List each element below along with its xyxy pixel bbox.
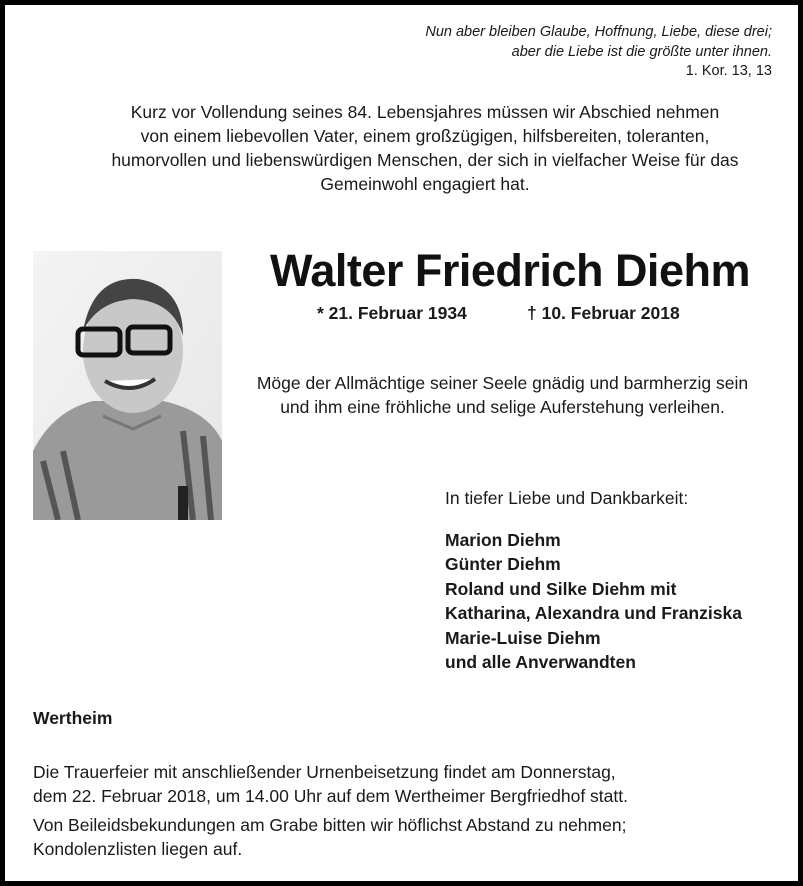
mourner: Katharina, Alexandra und Franziska bbox=[445, 603, 742, 624]
condolence-line: Von Beileidsbekundungen am Grabe bitten wir höflichst Abstand zu nehmen; bbox=[33, 815, 627, 835]
bible-quote bbox=[425, 23, 772, 82]
town: Wertheim bbox=[33, 708, 113, 728]
mourner: Günter Diehm bbox=[445, 554, 561, 575]
ceremony-line: dem 22. Februar 2018, um 14.00 Uhr auf dem Wertheimer Bergfriedhof statt. bbox=[33, 786, 628, 806]
intro-line: Gemeinwohl engagiert hat. bbox=[320, 174, 530, 194]
mourner: und alle Anverwandten bbox=[445, 652, 636, 673]
mourners-list bbox=[445, 528, 742, 674]
mourner: Marie-Luise Diehm bbox=[445, 627, 601, 648]
deceased-name: Walter Friedrich Diehm bbox=[270, 245, 750, 296]
intro-text bbox=[35, 100, 803, 196]
obituary-notice bbox=[5, 5, 798, 881]
funeral-info bbox=[33, 760, 628, 861]
intro-line: humorvollen und liebenswürdigen Menschen, der sich in vielfacher Weise für das bbox=[111, 150, 739, 170]
intro-line: von einem liebevollen Vater, einem großzügigen, hilfsbereiten, toleranten, bbox=[140, 126, 710, 146]
condolence-line: Kondolenzlisten liegen auf. bbox=[33, 839, 243, 859]
quote-line: Nun aber bleiben Glaube, Hoffnung, Liebe, diese drei; bbox=[425, 24, 772, 40]
prayer-text bbox=[245, 371, 760, 419]
mourner: Roland und Silke Diehm mit bbox=[445, 578, 677, 599]
mourner: Marion Diehm bbox=[445, 530, 561, 550]
birth-date: * 21. Februar 1934 bbox=[317, 303, 467, 323]
ceremony-line: Die Trauerfeier mit anschließender Urnenbeisetzung findet am Donnerstag, bbox=[33, 762, 616, 782]
quote-line: aber die Liebe ist die größte unter ihnen. bbox=[511, 43, 772, 60]
prayer-line: Möge der Allmächtige seiner Seele gnädig und barmherzig sein bbox=[256, 373, 749, 393]
intro-line: Kurz vor Vollendung seines 84. Lebensjahres müssen wir Abschied nehmen bbox=[130, 102, 720, 122]
portrait-photo bbox=[33, 251, 222, 520]
thanks-line: In tiefer Liebe und Dankbarkeit: bbox=[445, 488, 689, 508]
prayer-line: und ihm eine fröhliche und selige Auferstehung verleihen. bbox=[280, 397, 725, 417]
quote-reference: 1. Kor. 13, 13 bbox=[685, 63, 772, 79]
death-date: † 10. Februar 2018 bbox=[527, 303, 680, 323]
